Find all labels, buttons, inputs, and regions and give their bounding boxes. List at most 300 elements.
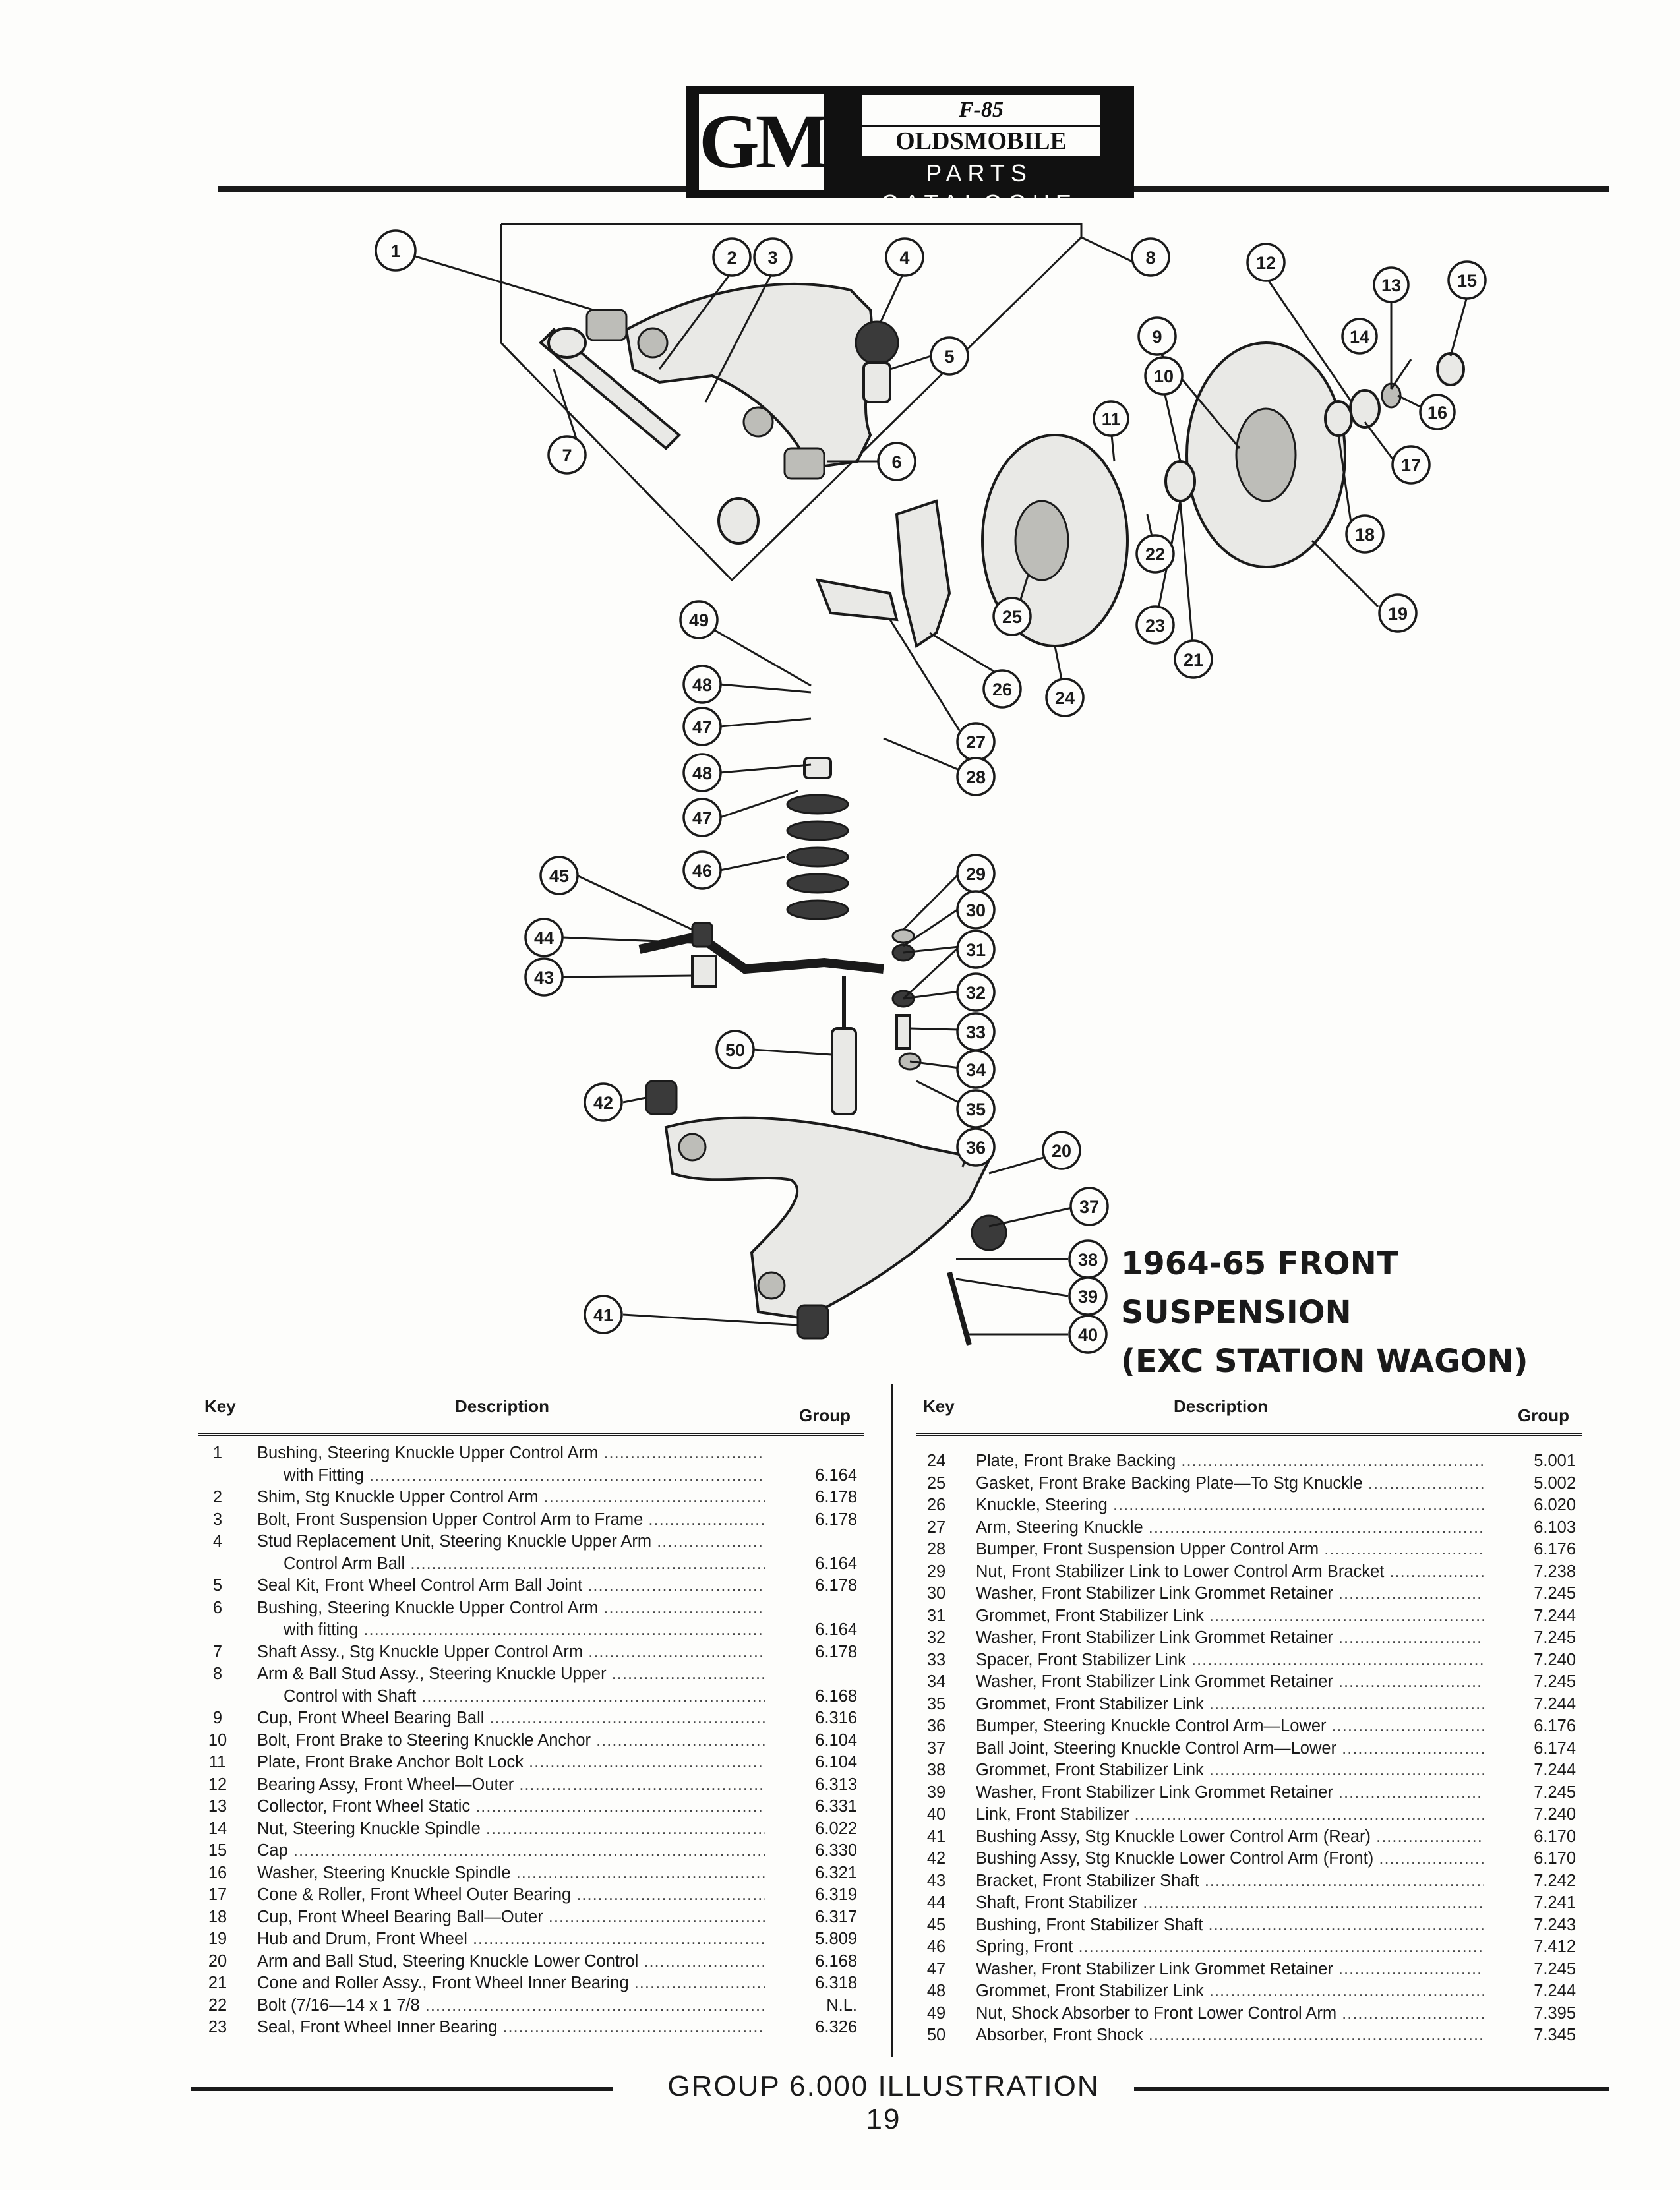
callout-20 [1043,1132,1080,1169]
bushing-7-b [719,498,758,543]
svg-text:22: 22 [1145,545,1166,564]
svg-text:37: 37 [1079,1197,1100,1217]
svg-text:35: 35 [965,1100,986,1119]
part-group: 6.168 [815,1951,857,1970]
part-description: Nut, Steering Knuckle Spindle ..... [257,1818,765,1840]
callout-25 [994,598,1031,635]
part-group: 6.174 [1534,1738,1576,1758]
callout-40 [1069,1316,1106,1353]
parts-list-left [198,1436,864,2039]
parts-row [916,1583,1582,1605]
callout-10 [1145,357,1182,394]
callout-36 [957,1129,994,1166]
part-group: 6.319 [815,1885,857,1904]
part-key: 31 [926,1606,946,1625]
part-description: Gasket, Front Brake Backing Plate—To Stg Knuckle ..... [976,1473,1484,1495]
callout-5 [931,338,968,374]
part-description: Knuckle, Steering ..... [976,1495,1484,1516]
part-key: 32 [926,1628,946,1647]
callout-9 [1139,318,1176,355]
part-key: 12 [208,1775,227,1794]
svg-text:47: 47 [692,808,713,828]
part-description: Cup, Front Wheel Bearing Ball—Outer ..... [257,1907,765,1928]
parts-row [916,1936,1582,1959]
parts-row [916,1980,1582,2003]
part-key: 17 [208,1885,227,1904]
part-description: Washer, Front Stabilizer Link Grommet Retainer ..... [976,1583,1484,1605]
parts-row [198,1972,864,1995]
part-key: 2 [212,1488,223,1506]
part-key: 36 [926,1717,946,1735]
part-key: 48 [926,1982,946,2000]
part-key: 47 [926,1959,946,1978]
part-group: 6.178 [815,1576,857,1595]
callout-21 [1175,641,1212,678]
callout-28 [957,758,994,795]
part-key: 3 [212,1510,223,1529]
parts-row [198,1465,864,1487]
steering-knuckle [897,501,949,646]
parts-row [198,1951,864,1973]
part-description: Bushing, Front Stabilizer Shaft ..... [976,1914,1484,1936]
part-group: 6.170 [1534,1827,1576,1846]
parts-row [198,2017,864,2039]
parts-row [916,1738,1582,1760]
part-key: 24 [926,1452,946,1470]
parts-row [198,1862,864,1885]
make-name: OLDSMOBILE [862,127,1100,156]
part-key: 42 [926,1849,946,1868]
parts-table-right [916,1391,1582,2047]
backing-plate-center [1015,501,1068,580]
footer-caption: GROUP 6.000 ILLUSTRATION 19 [667,2070,1100,2135]
parts-row [198,1663,864,1686]
callout-2 [713,239,750,276]
shock-absorber [832,1028,856,1114]
part-key: 1 [212,1444,223,1462]
part-group: 6.331 [815,1797,857,1816]
part-group: 5.002 [1534,1473,1576,1493]
part-description: Plate, Front Brake Anchor Bolt Lock ..... [257,1752,765,1773]
part-description: Arm, Steering Knuckle ..... [976,1517,1484,1539]
callout-12 [1247,244,1284,281]
parts-row [198,1884,864,1907]
callout-3 [754,239,791,276]
part-group: N.L. [826,1996,857,2015]
svg-text:18: 18 [1354,525,1375,545]
part-description: Seal Kit, Front Wheel Control Arm Ball Joint ..... [257,1575,765,1597]
part-group: 6.313 [815,1775,857,1794]
part-description: Seal, Front Wheel Inner Bearing ..... [257,2017,765,2038]
part-key: 9 [212,1709,223,1727]
part-key: 11 [208,1753,227,1771]
parts-row [916,1848,1582,1870]
callout-38 [1069,1241,1106,1278]
callout-13 [1374,268,1408,302]
part-description: Control Arm Ball ..... [284,1553,765,1575]
part-group: 6.317 [815,1907,857,1926]
part-key: 4 [212,1532,223,1551]
parts-row [198,1575,864,1597]
part-group: 6.330 [815,1841,857,1860]
part-description: Bushing Assy, Stg Knuckle Lower Control Arm (Rear) ..... [976,1826,1484,1848]
parts-row [916,1892,1582,1914]
callout-48-upper [684,666,721,703]
part-group: 7.245 [1534,1959,1576,1978]
parts-row [916,1760,1582,1782]
svg-text:44: 44 [533,928,555,948]
header-description: Description [455,1396,550,1416]
part-group: 6.178 [815,1510,857,1529]
part-description: Plate, Front Brake Backing ..... [976,1450,1484,1472]
part-group: 7.245 [1534,1783,1576,1802]
part-key: 46 [926,1938,946,1956]
svg-text:1: 1 [390,241,401,261]
part-description: Bushing, Steering Knuckle Upper Control Arm ..... [257,1442,765,1464]
part-key: 38 [926,1761,946,1779]
part-description: Cup, Front Wheel Bearing Ball ..... [257,1707,765,1729]
part-description: with fitting ..... [284,1619,765,1641]
parts-row [916,1826,1582,1849]
part-description: Washer, Front Stabilizer Link Grommet Retainer ..... [976,1627,1484,1649]
part-key: 26 [926,1496,946,1514]
part-key: 19 [208,1930,227,1948]
svg-text:6: 6 [891,452,902,472]
part-group: 6.176 [1534,1717,1576,1735]
part-group: 6.103 [1534,1518,1576,1537]
svg-text:32: 32 [965,983,986,1003]
svg-text:15: 15 [1456,271,1478,291]
part-description: Washer, Front Stabilizer Link Grommet Retainer ..... [976,1671,1484,1693]
callout-44 [525,919,562,956]
svg-text:34: 34 [965,1060,986,1080]
part-description: Washer, Front Stabilizer Link Grommet Retainer ..... [976,1782,1484,1804]
parts-row [916,1694,1582,1716]
part-key: 41 [926,1827,946,1846]
part-group: 6.318 [815,1974,857,1992]
part-description: Bumper, Front Suspension Upper Control Arm ..... [976,1539,1484,1560]
upper-arm-eye-front [638,328,667,357]
part-key: 25 [926,1473,946,1493]
part-group: 7.244 [1534,1982,1576,2000]
callout-6 [878,443,915,480]
part-group: 5.001 [1534,1452,1576,1470]
part-description: Shaft Assy., Stg Knuckle Upper Control Arm ..... [257,1642,765,1663]
svg-text:7: 7 [562,446,572,465]
part-description: Bumper, Steering Knuckle Control Arm—Lower ..... [976,1715,1484,1737]
parts-row [198,1796,864,1818]
part-description: Bushing, Steering Knuckle Upper Control Arm ..... [257,1597,765,1619]
parts-row [198,1442,864,1465]
parts-row [198,1531,864,1553]
part-description: Cone and Roller Assy., Front Wheel Inner Bearing ..... [257,1972,765,1994]
svg-text:21: 21 [1183,650,1204,670]
part-group: 7.244 [1534,1606,1576,1625]
part-description: Ball Joint, Steering Knuckle Control Arm—Lower ..... [976,1738,1484,1760]
callout-26 [984,670,1021,707]
part-description: Arm and Ball Stud, Steering Knuckle Lower Control ..... [257,1951,765,1972]
drum-hub [1236,409,1296,501]
svg-text:30: 30 [965,901,986,920]
footer-rule-right [1134,2087,1609,2091]
callout-31 [957,931,994,968]
column-divider [891,1384,893,2057]
svg-text:8: 8 [1145,248,1156,268]
parts-row [198,1840,864,1862]
part-key: 13 [208,1797,227,1816]
part-group: 6.168 [815,1686,857,1705]
svg-text:11: 11 [1101,409,1121,429]
part-group: 6.022 [815,1819,857,1838]
header-group: Group [799,1406,851,1425]
part-key: 22 [208,1996,227,2015]
svg-text:46: 46 [692,861,713,881]
callout-18 [1346,516,1383,552]
part-group: 6.164 [815,1620,857,1639]
part-key: 18 [208,1907,227,1926]
svg-text:2: 2 [727,248,737,268]
part-key: 5 [212,1576,223,1595]
part-key: 39 [926,1783,946,1802]
stabilizer-link [949,1272,969,1345]
parts-row [198,1907,864,1929]
parts-row [916,1627,1582,1649]
part-key: 23 [208,2018,227,2036]
part-group: 6.104 [815,1753,857,1771]
svg-text:41: 41 [593,1305,614,1325]
callout-23 [1137,607,1174,643]
part-group: 7.395 [1534,2003,1576,2023]
svg-text:43: 43 [533,968,555,988]
table-header-right [916,1391,1582,1436]
part-group: 7.245 [1534,1584,1576,1603]
part-description: Cone & Roller, Front Wheel Outer Bearing ..... [257,1884,765,1906]
part-group: 5.809 [815,1930,857,1948]
svg-text:9: 9 [1152,327,1162,347]
svg-text:14: 14 [1349,327,1370,347]
part-group: 6.316 [815,1709,857,1727]
parts-row [916,1561,1582,1583]
callout-7 [549,436,585,473]
upper-arm-eye-rear [744,407,773,436]
svg-text:23: 23 [1145,616,1166,636]
callout-29 [957,855,994,892]
model-name: F-85 [862,95,1100,125]
callout-33 [957,1013,994,1050]
part-group: 7.244 [1534,1694,1576,1713]
callout-35 [957,1090,994,1127]
part-group: 7.244 [1534,1761,1576,1779]
part-key: 8 [212,1665,223,1683]
steering-arm [818,580,897,620]
part-description: Absorber, Front Shock ..... [976,2025,1484,2046]
part-group: 6.178 [815,1642,857,1661]
part-description: Arm & Ball Stud Assy., Steering Knuckle Upper ..... [257,1663,765,1685]
dust-cap [1437,353,1464,385]
part-description: Grommet, Front Stabilizer Link ..... [976,1605,1484,1627]
figure-title-line-1: 1964-65 FRONT SUSPENSION [1121,1245,1398,1331]
part-description: Hub and Drum, Front Wheel ..... [257,1928,765,1950]
lower-bushing-front [646,1081,676,1114]
part-description: Nut, Front Stabilizer Link to Lower Control Arm Bracket ..... [976,1561,1484,1583]
header-key: Key [923,1396,955,1416]
part-key: 16 [208,1863,227,1882]
parts-row [198,1597,864,1620]
part-key: 30 [926,1584,946,1603]
part-key: 21 [208,1974,227,1992]
part-group: 7.243 [1534,1915,1576,1934]
parts-row [916,1914,1582,1937]
part-group: 6.326 [815,2018,857,2036]
svg-text:29: 29 [965,864,986,884]
parts-row [916,1649,1582,1672]
callout-48-lower [684,754,721,791]
part-group: 6.176 [1534,1540,1576,1558]
parts-row [198,1995,864,2017]
part-description: Bushing Assy, Stg Knuckle Lower Control Arm (Front) ..... [976,1848,1484,1870]
callout-8 [1132,239,1169,276]
parts-row [198,1553,864,1576]
part-description: with Fitting ..... [284,1465,765,1487]
part-key: 29 [926,1562,946,1581]
callout-41 [585,1296,622,1333]
callout-34 [957,1051,994,1088]
svg-text:36: 36 [965,1138,986,1158]
part-description: Grommet, Front Stabilizer Link ..... [976,1694,1484,1715]
part-key: 50 [926,2026,946,2044]
callout-14 [1342,319,1377,353]
lower-bushing-rear [798,1305,828,1338]
callout-1 [376,231,415,270]
stabilizer-shaft [640,936,884,969]
part-key: 37 [926,1738,946,1758]
parts-table-left [198,1391,864,2039]
part-description: Bracket, Front Stabilizer Shaft ..... [976,1870,1484,1892]
svg-text:3: 3 [767,248,778,268]
part-group: 6.020 [1534,1496,1576,1514]
svg-text:50: 50 [725,1040,746,1060]
callout-46 [684,852,721,889]
gm-logo-text: GM [699,94,824,190]
callout-45 [541,857,578,894]
svg-text:42: 42 [593,1093,614,1113]
footer-rule-left [191,2087,613,2091]
svg-text:47: 47 [692,717,713,737]
part-key: 7 [212,1642,223,1661]
header-description: Description [1174,1396,1269,1416]
parts-row [916,1450,1582,1473]
svg-text:16: 16 [1427,403,1448,423]
part-key: 15 [208,1841,227,1860]
part-description: Bearing Assy, Front Wheel—Outer ..... [257,1774,765,1796]
figure-title-line-2: (EXC STATION WAGON) [1121,1343,1528,1380]
catalog-name: PARTS CATALOGUE [881,160,1077,217]
header-group: Group [1518,1406,1569,1425]
figure-title [1121,1239,1622,1386]
part-key: 33 [926,1650,946,1669]
parts-row [916,1959,1582,1981]
parts-row [198,1707,864,1730]
part-description: Spacer, Front Stabilizer Link ..... [976,1649,1484,1671]
part-group: 6.170 [1534,1849,1576,1868]
parts-row [198,1818,864,1841]
part-key: 10 [208,1731,227,1750]
part-group: 7.240 [1534,1805,1576,1823]
svg-text:28: 28 [965,767,986,787]
svg-text:48: 48 [692,763,713,783]
part-key: 20 [208,1951,227,1970]
upper-bushing-1 [587,310,626,340]
part-key: 43 [926,1871,946,1890]
parts-row [198,1487,864,1509]
parts-row [198,1642,864,1664]
lower-arm-eye-front [679,1134,705,1160]
svg-text:25: 25 [1002,607,1023,627]
part-description: Spring, Front ..... [976,1936,1484,1958]
part-description: Washer, Front Stabilizer Link Grommet Retainer ..... [976,1959,1484,1980]
part-group: 7.245 [1534,1672,1576,1691]
parts-row [916,1517,1582,1539]
callout-42 [585,1084,622,1121]
part-key: 40 [926,1805,946,1823]
parts-row [198,1730,864,1752]
part-key: 28 [926,1540,946,1558]
parts-row [916,1671,1582,1694]
upper-ball-seal [864,363,890,402]
part-key: 44 [926,1893,946,1912]
parts-row [916,1495,1582,1517]
callout-32 [957,974,994,1011]
callout-30 [957,891,994,928]
part-description: Grommet, Front Stabilizer Link ..... [976,1980,1484,2002]
callout-43 [525,959,562,995]
part-description: Control with Shaft ..... [284,1686,765,1707]
part-key: 49 [926,2003,946,2023]
callout-11 [1094,401,1128,436]
svg-text:24: 24 [1054,688,1075,708]
callout-15 [1449,262,1485,299]
upper-bushing-6 [785,448,824,479]
svg-text:27: 27 [965,732,986,752]
svg-text:10: 10 [1153,367,1174,386]
part-description: Stud Replacement Unit, Steering Knuckle Upper Arm ..... [257,1531,765,1553]
svg-text:5: 5 [944,347,955,367]
spring-seat-top [804,758,831,778]
callout-39 [1069,1278,1106,1315]
parts-list-right [916,1436,1582,2047]
part-key: 27 [926,1518,946,1537]
callout-47-lower [684,799,721,836]
lower-control-arm [666,1118,989,1318]
svg-text:38: 38 [1077,1250,1098,1270]
svg-text:19: 19 [1387,604,1408,624]
part-group: 6.104 [815,1731,857,1750]
callout-27 [957,723,994,760]
header-key: Key [204,1396,236,1416]
parts-row [916,1782,1582,1804]
parts-row [916,1473,1582,1495]
part-group: 7.242 [1534,1871,1576,1890]
parts-row [198,1509,864,1531]
callout-17 [1393,446,1429,483]
parts-row [916,1804,1582,1826]
parts-row [198,1752,864,1774]
svg-text:4: 4 [899,248,910,268]
svg-text:12: 12 [1255,253,1276,273]
callout-50 [717,1031,754,1068]
part-description: Bolt (7/16—14 x 1 7/8 ..... [257,1995,765,2017]
part-key: 34 [926,1672,946,1691]
